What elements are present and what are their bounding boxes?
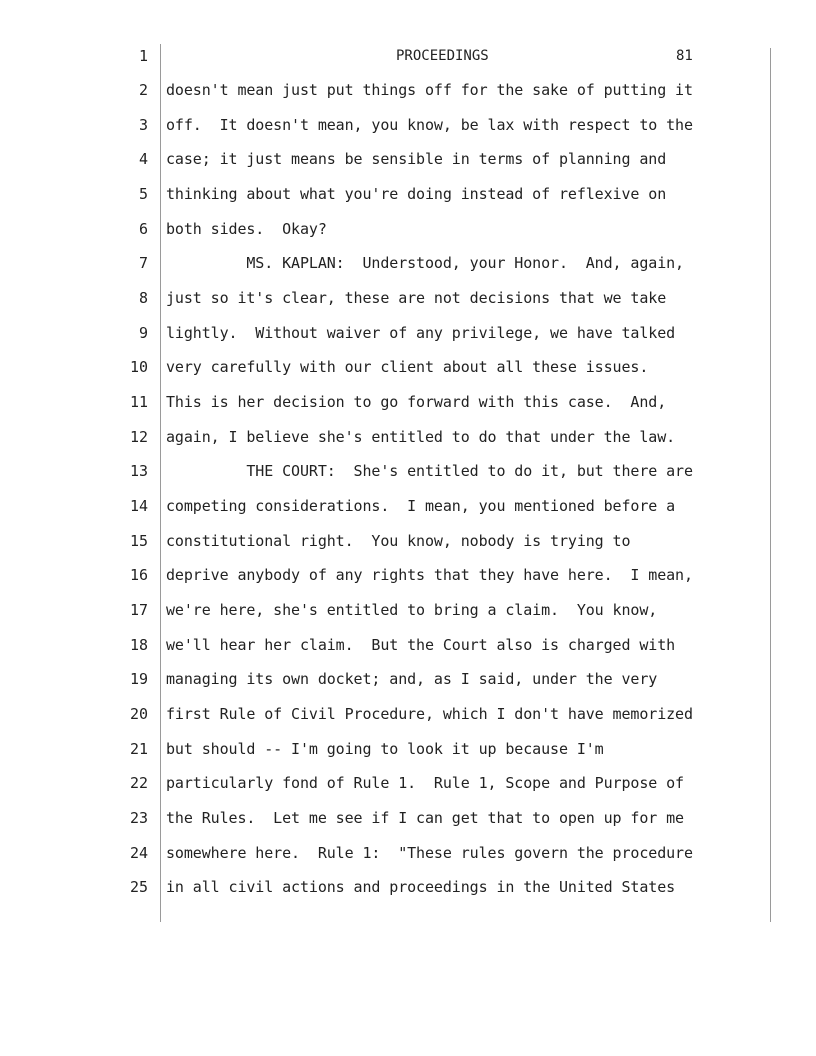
line-number: 23 <box>129 809 148 827</box>
transcript-line <box>0 704 816 739</box>
transcript-line <box>0 496 816 531</box>
transcript-line <box>0 115 816 150</box>
transcript-line <box>0 184 816 219</box>
line-text: again, I believe she's entitled to do that under the law. <box>166 428 676 446</box>
line-number: 2 <box>138 81 148 99</box>
line-text: but should -- I'm going to look it up because I'm <box>166 740 604 758</box>
transcript-line <box>0 565 816 600</box>
line-number: 22 <box>129 774 148 792</box>
transcript-line <box>0 219 816 254</box>
line-number: 5 <box>138 185 148 203</box>
line-text: very carefully with our client about all these issues. <box>166 358 649 376</box>
transcript-line <box>0 253 816 288</box>
line-text: particularly fond of Rule 1. Rule 1, Scope and Purpose of <box>166 774 684 792</box>
line-text: we'll hear her claim. But the Court also is charged with <box>166 636 676 654</box>
line-text: deprive anybody of any rights that they have here. I mean, <box>166 566 693 584</box>
transcript-line <box>0 357 816 392</box>
line-text: we're here, she's entitled to bring a claim. You know, <box>166 601 658 619</box>
transcript-line <box>0 877 816 912</box>
line-text: doesn't mean just put things off for the sake of putting it <box>166 81 693 99</box>
transcript-line <box>0 80 816 115</box>
line-text: competing considerations. I mean, you mentioned before a <box>166 497 676 515</box>
line-number: 8 <box>138 289 148 307</box>
transcript-line <box>0 46 816 81</box>
line-number: 18 <box>129 636 148 654</box>
line-number: 10 <box>129 358 148 376</box>
transcript-line <box>0 392 816 427</box>
line-number: 11 <box>129 393 148 411</box>
line-number: 19 <box>129 670 148 688</box>
line-text: MS. KAPLAN: Understood, your Honor. And, again, <box>166 254 684 272</box>
transcript-line <box>0 773 816 808</box>
line-text: first Rule of Civil Procedure, which I don't have memorized <box>166 705 693 723</box>
transcript-line <box>0 427 816 462</box>
line-number: 7 <box>138 254 148 272</box>
line-text: just so it's clear, these are not decisions that we take <box>166 289 667 307</box>
line-text: managing its own docket; and, as I said, under the very <box>166 670 658 688</box>
line-number: 17 <box>129 601 148 619</box>
transcript-line <box>0 843 816 878</box>
page-number: 81 <box>676 48 693 64</box>
line-number: 21 <box>129 740 148 758</box>
line-number: 15 <box>129 532 148 550</box>
transcript-line <box>0 531 816 566</box>
line-number: 1 <box>138 47 148 65</box>
transcript-line <box>0 808 816 843</box>
line-number: 3 <box>138 116 148 134</box>
line-text: thinking about what you're doing instead of reflexive on <box>166 185 667 203</box>
line-text: THE COURT: She's entitled to do it, but there are <box>166 462 693 480</box>
transcript-line <box>0 600 816 635</box>
line-text: the Rules. Let me see if I can get that to open up for me <box>166 809 684 827</box>
line-text: constitutional right. You know, nobody is trying to <box>166 532 631 550</box>
line-number: 12 <box>129 428 148 446</box>
line-number: 6 <box>138 220 148 238</box>
line-number: 20 <box>129 705 148 723</box>
transcript-line <box>0 461 816 496</box>
transcript-line <box>0 288 816 323</box>
line-text: This is her decision to go forward with this case. And, <box>166 393 667 411</box>
line-text: off. It doesn't mean, you know, be lax with respect to the <box>166 116 693 134</box>
line-text: in all civil actions and proceedings in the United States <box>166 878 676 896</box>
line-number: 4 <box>138 150 148 168</box>
line-number: 16 <box>129 566 148 584</box>
line-text: lightly. Without waiver of any privilege, we have talked <box>166 324 676 342</box>
line-number: 9 <box>138 324 148 342</box>
line-text: both sides. Okay? <box>166 220 327 238</box>
transcript-line <box>0 149 816 184</box>
line-number: 25 <box>129 878 148 896</box>
transcript-line <box>0 635 816 670</box>
line-number: 24 <box>129 844 148 862</box>
line-text: somewhere here. Rule 1: "These rules govern the procedure <box>166 844 693 862</box>
page-header-title: PROCEEDINGS <box>396 48 489 64</box>
line-text: case; it just means be sensible in terms of planning and <box>166 150 667 168</box>
line-number: 13 <box>129 462 148 480</box>
transcript-line <box>0 323 816 358</box>
line-number: 14 <box>129 497 148 515</box>
transcript-line <box>0 739 816 774</box>
transcript-line <box>0 669 816 704</box>
